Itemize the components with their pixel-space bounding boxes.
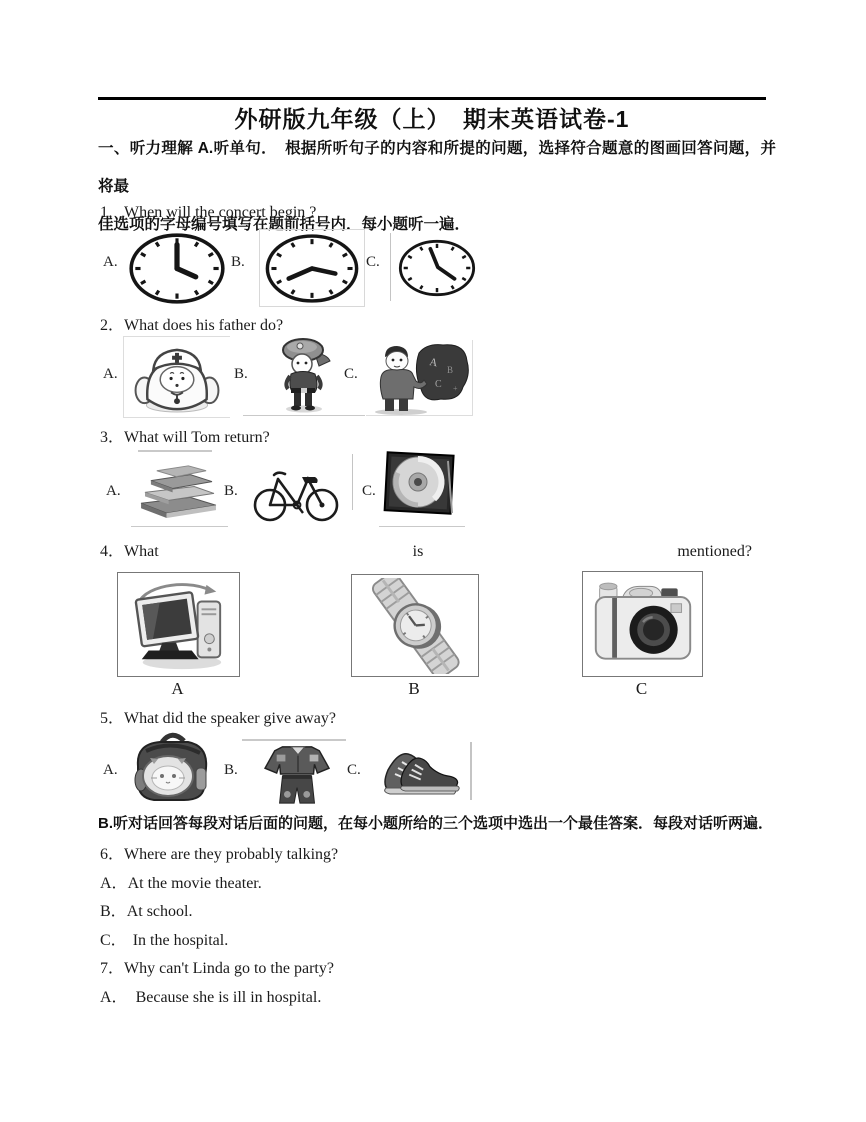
question-1 [100,203,316,223]
q2-option-b-label: B. [234,366,248,382]
q6-option-c-text: In the hospital. [132,932,229,949]
question-1-text: When will the concert begin ? [124,204,317,221]
q6-option-c-label: C． [100,932,127,949]
question-2-text: What does his father do? [124,317,284,334]
q6-option-b [100,902,192,922]
section-a-line1: 一、听力理解 A.听单句． 根据所听句子的内容和所提的问题，选择符合题意的图画回答问题，并将最 [98,140,776,195]
teacher-at-blackboard-image [366,340,473,416]
header-rule [98,97,766,100]
q1-option-a-label: A. [103,254,118,270]
q3-option-a-label: A. [106,483,121,499]
q5-option-c-label: C. [347,762,361,778]
q7-option-a-text: Because she is ill in hospital. [135,989,322,1006]
question-3-text: What will Tom return? [124,429,270,446]
q6-option-a [100,874,262,894]
q4-option-b-label: B [408,679,420,698]
stack-of-books-image [131,454,225,526]
question-4-part2: is [412,543,424,560]
question-6-number: 6． [100,846,125,863]
svg-text:C: C [435,378,442,390]
schoolbag-image [126,732,218,809]
svg-text:+: + [453,383,458,393]
question-3 [100,428,270,448]
q1-option-c-label: C. [366,254,380,270]
q1-option-b-label: B. [231,254,245,270]
question-5 [100,709,336,729]
q6-option-a-text: At the movie theater. [127,875,262,892]
question-2 [100,316,283,336]
question-1-number: 1． [100,204,125,221]
q3-option-b-label: B. [224,483,238,499]
question-7-number: 7． [100,960,125,977]
q6-option-a-label: A． [100,875,128,892]
scan-line-vertical [390,233,391,301]
section-b-heading: B.听对话回答每段对话后面的问题，在每小题所给的三个选项中选出一个最佳答案．每段对话听两遍． [98,815,774,832]
question-3-number: 3． [100,429,125,446]
question-4 [100,542,752,562]
q7-option-a [100,988,321,1008]
nurse-image [123,336,230,418]
question-5-text: What did the speaker give away? [124,710,336,727]
svg-text:A: A [428,355,439,369]
question-4-part3: mentioned? [677,543,752,560]
section-a-heading [98,130,776,244]
scan-line-horizontal [131,526,228,527]
q6-option-c [100,931,228,951]
bicycle-image [245,457,341,528]
cd-in-case-image [378,451,462,524]
clothes-outfit-image [254,743,342,812]
camera-image [582,571,703,677]
section-a-line2: 佳选项的字母编号填写在题前括号内．每小题听一遍． [98,216,471,233]
svg-text:B: B [447,364,454,375]
scan-line-vertical [470,742,472,800]
scan-line-horizontal [379,526,465,527]
question-6-text: Where are they probably talking? [124,846,339,863]
q6-option-b-label: B． [100,903,127,920]
scan-line-horizontal [242,739,346,741]
q2-option-c-label: C. [344,366,358,382]
clock-10-25-image [397,235,477,306]
q7-option-a-label: A． [100,989,128,1006]
clock-4-00-image [127,231,227,311]
wristwatch-image [351,574,479,677]
question-5-number: 5． [100,710,125,727]
policeman-image [277,336,335,419]
q5-option-b-label: B. [224,762,238,778]
scan-line-horizontal [243,415,365,416]
question-7-text: Why can't Linda go to the party? [124,960,334,977]
q6-option-b-text: At school. [126,903,193,920]
page-title: 外研版九年级（上） 期末英语试卷-1 [234,106,630,132]
q4-option-c-label: C [635,679,648,698]
question-4-part1: 4．What [100,543,159,560]
question-2-number: 2． [100,317,125,334]
q2-option-a-label: A. [103,366,118,382]
desktop-computer-image [117,572,240,677]
scan-line-horizontal [138,450,212,452]
question-6 [100,845,338,865]
q3-option-c-label: C. [362,483,376,499]
q4-option-a-label: A [171,679,184,698]
q5-option-a-label: A. [103,762,118,778]
scan-line-vertical [352,454,353,510]
sports-shoes-image [374,744,468,807]
clock-8-15-image [259,229,365,307]
question-7 [100,959,334,979]
